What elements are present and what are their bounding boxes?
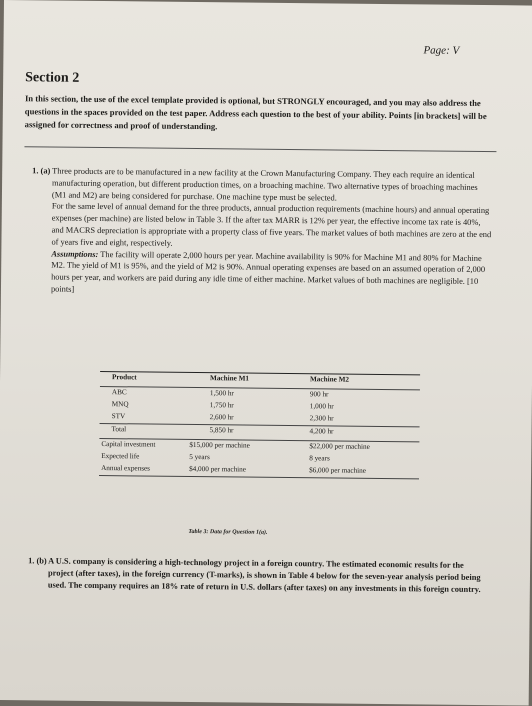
table-cell: STV <box>111 412 126 421</box>
assumptions-text: The facility will operate 2,000 hours per year. Machine availability is 90% for Machine M1 and 80% for Machine M2. The yield of M1 is 95%, and the yield of M2 is 90%. Annual operating expenses are based on an assumed operation of 2,000 hours per year, and workers are paid during any idle time of either machine. Market values of both machines are negligible. [10 points] <box>50 249 486 294</box>
table-cell: Annual expenses <box>101 464 151 473</box>
table-cell: 5 years <box>189 452 210 462</box>
table-cell: $6,000 per machine <box>309 466 367 475</box>
question-paragraph: A U.S. company is considering a high-technology project in a foreign country. The estimated economic results for the project (after taxes), in the foreign currency (T-marks), is shown in Table 4 below for the seven-year analysis period being used. The company requires an 18% rate of return in U.S. dollars (after taxes) on any investments in this foreign country. <box>47 556 481 594</box>
assumptions-label: Assumptions: <box>51 249 99 259</box>
table-cell: MNQ <box>111 400 129 409</box>
table-cell: 1,000 hr <box>309 402 334 411</box>
table-cell: $4,000 per machine <box>189 464 247 474</box>
header-cell: Product <box>112 373 137 382</box>
page-label: Page: V <box>423 44 460 57</box>
table-cell: 8 years <box>309 454 330 463</box>
table-cell: 2,600 hr <box>209 413 234 422</box>
section-title: Section 2 <box>25 70 80 86</box>
table-cell: $22,000 per machine <box>309 442 370 451</box>
question-1a <box>31 165 494 300</box>
table-caption: Table 3: Data for Question 1(a). <box>188 528 268 536</box>
header-cell: Machine M1 <box>210 374 250 383</box>
question-paragraph: For the same level of annual demand for the three products, annual production requirements (machine hours) and annual operating expenses (per machine) are listed below in Table 3. If the after tax MARR is 12% per year, the effective income tax rate is 40%, and MACRS depreciation is appropriate with a property class of five years. The market values of both machines are zero at the end of years five and eight, respectively. <box>51 201 492 248</box>
question-paragraph: Three products are to be manufactured in a new facility at the Crown Manufacturing Company. They each require an identical manufacturing operation, but different production times, on a broaching machine. Two alternative types of broaching machines (M1 and M2) are being considered for purchase. One machine type must be selected. <box>51 166 478 203</box>
divider <box>24 146 496 152</box>
section-intro: In this section, the use of the excel template provided is optional, but STRONGLY encouraged, and you may also address the questions in the spaces provided on the test paper. Address each question to the best of your ability. Points [in brackets] will be assigned for correctness and proof of understanding. <box>24 93 487 132</box>
table-cell: $15,000 per machine <box>189 440 250 450</box>
table-cell: 900 hr <box>309 390 329 399</box>
assumptions <box>51 248 493 300</box>
question-1b <box>28 555 490 595</box>
table-cell: 5,850 hr <box>209 426 234 435</box>
table-cell: 1,750 hr <box>209 401 234 410</box>
table-cell: 1,500 hr <box>209 389 234 398</box>
table-cell: Capital investment <box>101 440 156 449</box>
data-table <box>99 371 420 479</box>
question-number: 1. (b) <box>28 556 47 566</box>
table-cell: 4,200 hr <box>309 427 334 436</box>
table-cell: Total <box>111 425 127 434</box>
table-cell: ABC <box>111 388 127 397</box>
question-number: 1. (a) <box>32 166 51 176</box>
table-cell: 2,300 hr <box>309 414 334 423</box>
header-cell: Machine M2 <box>310 375 350 384</box>
table-cell: Expected life <box>101 452 140 461</box>
